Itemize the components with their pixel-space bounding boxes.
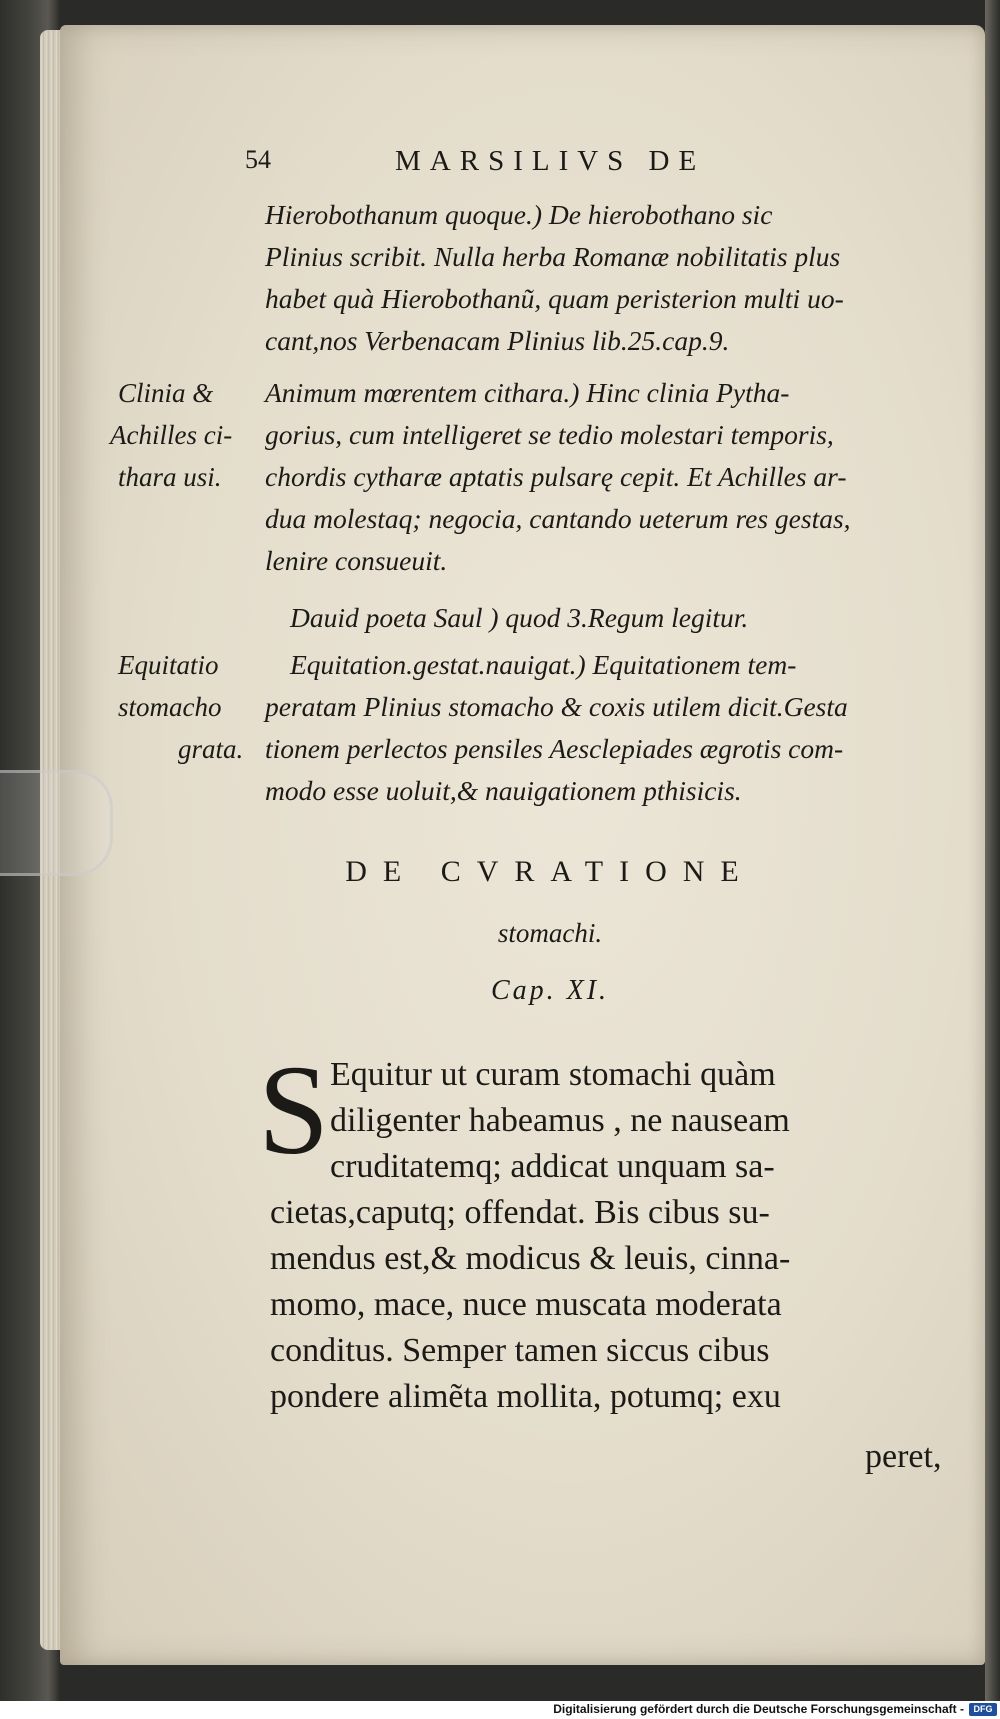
marginal-note: thara usi. [118, 462, 222, 492]
commentary-line: tionem perlectos pensiles Aesclepiades ægrotis com- [265, 733, 844, 764]
commentary-line: gorius, cum intelligeret se tedio molestari temporis, [265, 419, 834, 450]
body-line: pondere alimẽta mollita, potumq; exu [270, 1378, 781, 1415]
commentary-line: peratam Plinius stomacho & coxis utilem dicit.Gesta [265, 691, 848, 722]
page-number: 54 [245, 145, 271, 174]
marginal-note: Equitatio [118, 650, 219, 680]
commentary-line: modo esse uoluit,& nauigationem pthisicis. [265, 775, 742, 806]
body-line: momo, mace, nuce muscata moderata [270, 1286, 782, 1323]
commentary-line: Equitation.gestat.nauigat.) Equitationem tem- [290, 649, 797, 680]
body-line: cruditatemq; addicat unquam sa- [330, 1148, 775, 1185]
body-line: diligenter habeamus , ne nauseam [330, 1102, 790, 1139]
marginal-note: stomacho [118, 692, 222, 722]
dfg-logo: DFG [969, 1703, 997, 1716]
body-line: conditus. Semper tamen siccus cibus [270, 1332, 770, 1369]
commentary-line: chordis cytharæ aptatis pulsarę cepit. Et Achilles ar- [265, 461, 847, 492]
marginal-note: Clinia & [118, 378, 214, 408]
commentary-line: Dauid poeta Saul ) quod 3.Regum legitur. [290, 602, 749, 633]
marginal-note: grata. [178, 734, 244, 764]
running-header [245, 145, 845, 185]
commentary-line: habet quà Hierobothanũ, quam peristerion multi uo- [265, 283, 844, 314]
body-line: cietas,caputq; offendat. Bis cibus su- [270, 1194, 770, 1231]
commentary-line: lenire consueuit. [265, 545, 448, 576]
chapter-subheading: stomachi. [497, 918, 603, 948]
running-title: MARSILIVS DE [395, 145, 706, 177]
body-line: Equitur ut curam stomachi quàm [330, 1056, 776, 1093]
commentary-line: cant,nos Verbenacam Plinius lib.25.cap.9. [265, 325, 730, 356]
commentary-line: dua molestaq; negocia, cantando ueterum res gestas, [265, 503, 851, 534]
commentary-line: Animum mœrentem cithara.) Hinc clinia Pytha- [265, 377, 790, 408]
page-clip [0, 770, 113, 876]
body-line: mendus est,& modicus & leuis, cinna- [270, 1240, 791, 1277]
scan-border-right [985, 0, 1000, 1719]
chapter-number: Cap. XI. [490, 975, 610, 1006]
catchword: peret, [865, 1438, 942, 1475]
marginal-note: Achilles ci- [110, 420, 233, 450]
chapter-heading: DE CVRATIONE [345, 855, 755, 888]
commentary-line: Hierobothanum quoque.) De hierobothano sic [265, 199, 773, 230]
digitization-footer [0, 1701, 1000, 1719]
commentary-line: Plinius scribit. Nulla herba Romanæ nobilitatis plus [265, 241, 841, 272]
funding-credit: Digitalisierung gefördert durch die Deutsche Forschungsgemeinschaft - [553, 1702, 964, 1716]
drop-cap: S [258, 1039, 330, 1181]
